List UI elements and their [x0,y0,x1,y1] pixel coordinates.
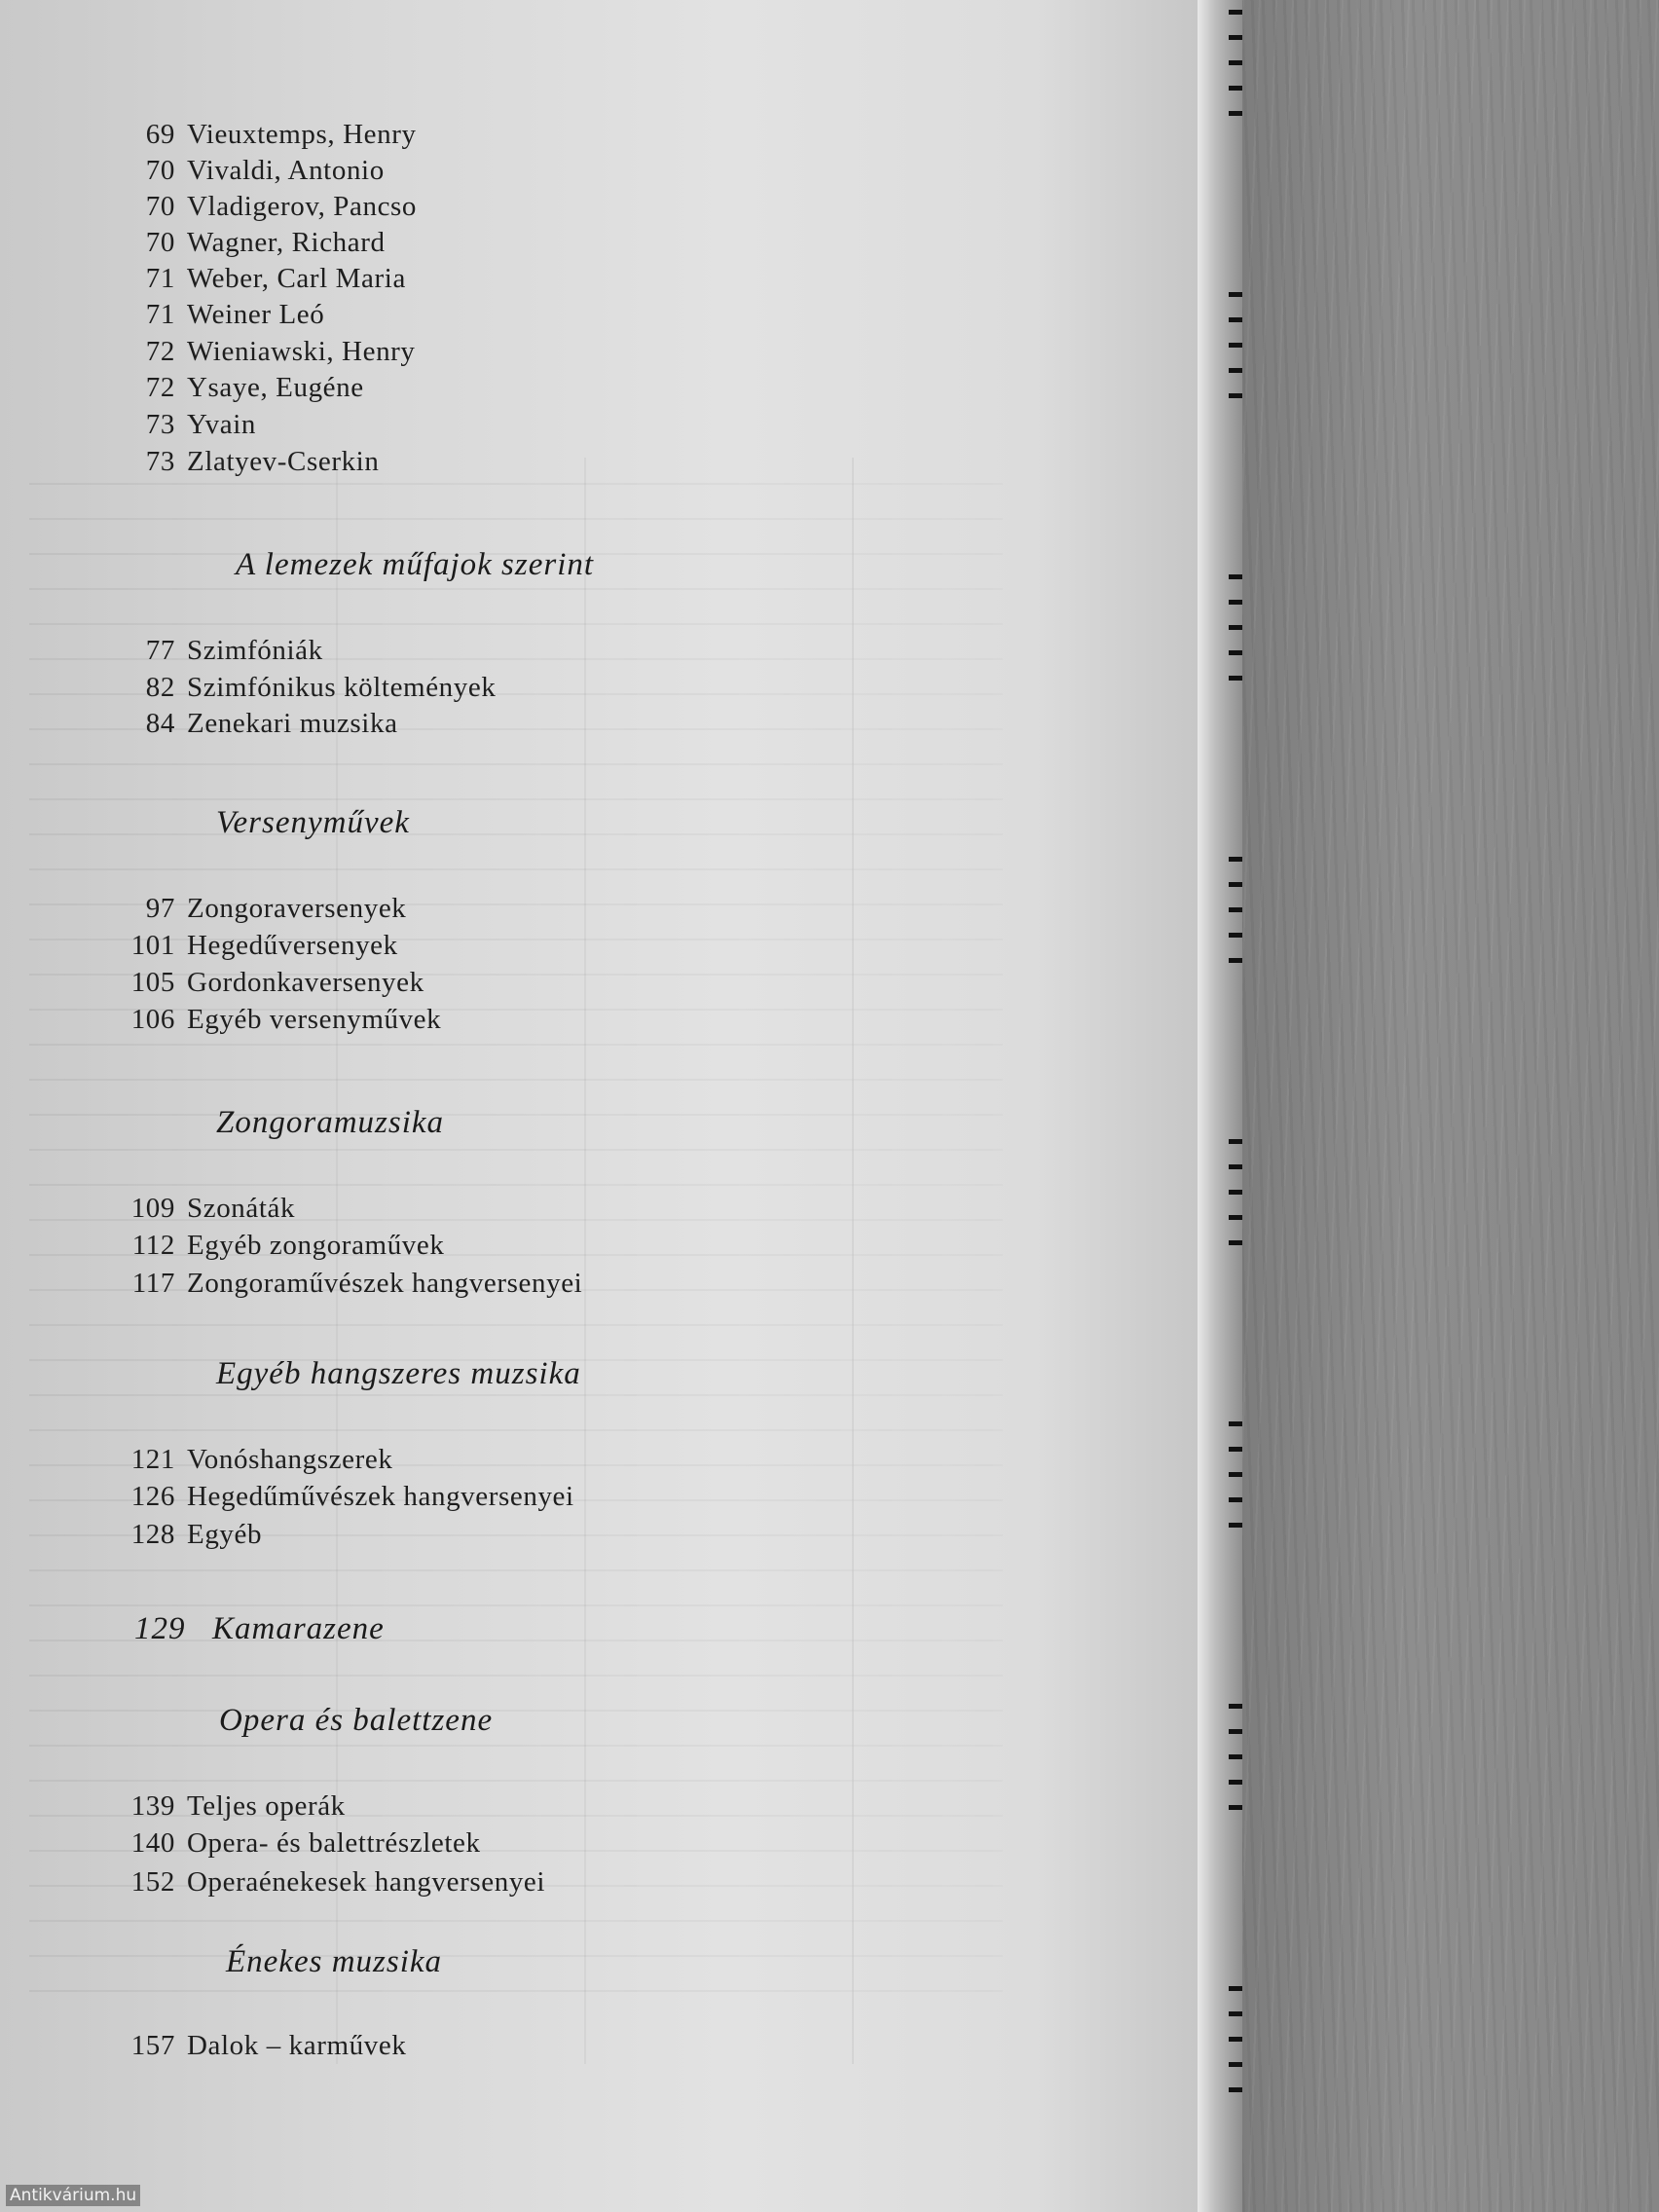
page-number: 112 [131,1230,175,1261]
entry-text: Egyéb [187,1519,263,1550]
entry-text: Szimfónikus költemények [187,672,497,703]
show-through-rule [852,458,854,2064]
entry-text: Weiner Leó [187,299,325,330]
page-number: 71 [145,299,175,330]
entry-text: Egyéb zongoraművek [187,1230,445,1261]
page-number: 72 [145,336,175,367]
section-heading-opera: Opera és balettzene [219,1703,494,1738]
entry-text: Szimfóniák [187,635,323,666]
entry-text: Szonáták [187,1193,296,1224]
page-number: 140 [130,1827,175,1859]
page-number: 69 [145,119,175,150]
entry-text: Ysaye, Eugéne [187,372,364,403]
page-number: 82 [145,672,175,703]
section-heading-piano: Zongoramuzsika [216,1105,445,1140]
entry-text: Vladigerov, Pancso [187,191,418,222]
entry-text: Wagner, Richard [187,227,386,258]
show-through-table [29,467,1003,2025]
page-number: 77 [145,635,175,666]
page-number: 106 [130,1004,175,1035]
entry-text: Operaénekesek hangversenyei [187,1866,546,1898]
page-number: 72 [145,372,175,403]
page-number: 152 [130,1866,175,1898]
page-number: 128 [130,1519,175,1550]
section-chamber-number: 129 [134,1611,186,1646]
entry-text: Hegedűművészek hangversenyei [187,1481,574,1512]
page-number: 105 [130,967,175,998]
entry-text: Hegedűversenyek [187,930,398,961]
entry-text: Yvain [187,409,256,440]
entry-text: Dalok – karművek [187,2030,407,2061]
page-number: 70 [145,155,175,186]
page-number: 97 [145,893,175,924]
page-number: 71 [145,263,175,294]
book-page-edge [1198,0,1242,2212]
entry-text: Teljes operák [187,1790,346,1822]
entry-text: Zenekari muzsika [187,708,398,739]
page-number: 73 [145,409,175,440]
entry-text: Vieuxtemps, Henry [187,119,417,150]
section-heading-chamber: Kamarazene [212,1611,385,1646]
entry-text: Egyéb versenyművek [187,1004,442,1035]
section-heading-vocal: Énekes muzsika [226,1944,443,1979]
entry-text: Zongoraművészek hangversenyei [187,1268,583,1299]
page-number: 117 [131,1268,175,1299]
show-through-rule [584,458,586,2064]
page-number: 70 [145,227,175,258]
page-number: 84 [145,708,175,739]
page-number: 73 [145,446,175,477]
page-number: 126 [130,1481,175,1512]
entry-text: Opera- és balettrészletek [187,1827,481,1859]
page-number: 70 [145,191,175,222]
page-number: 109 [130,1193,175,1224]
section-heading-concertos: Versenyművek [216,805,410,840]
page-number: 157 [130,2030,175,2061]
entry-text: Gordonkaversenyek [187,967,424,998]
entry-text: Zlatyev-Cserkin [187,446,380,477]
entry-text: Wieniawski, Henry [187,336,416,367]
section-heading-genres: A lemezek műfajok szerint [236,547,595,582]
entry-text: Vivaldi, Antonio [187,155,385,186]
wooden-surface [1242,0,1659,2212]
entry-text: Weber, Carl Maria [187,263,406,294]
entry-text: Vonóshangszerek [187,1444,393,1475]
section-heading-instrumental: Egyéb hangszeres muzsika [216,1356,581,1391]
watermark: Antikvárium.hu [6,2185,140,2206]
entry-text: Zongoraversenyek [187,893,407,924]
page-number: 101 [130,930,175,961]
page-number: 121 [130,1444,175,1475]
page-number: 139 [130,1790,175,1822]
